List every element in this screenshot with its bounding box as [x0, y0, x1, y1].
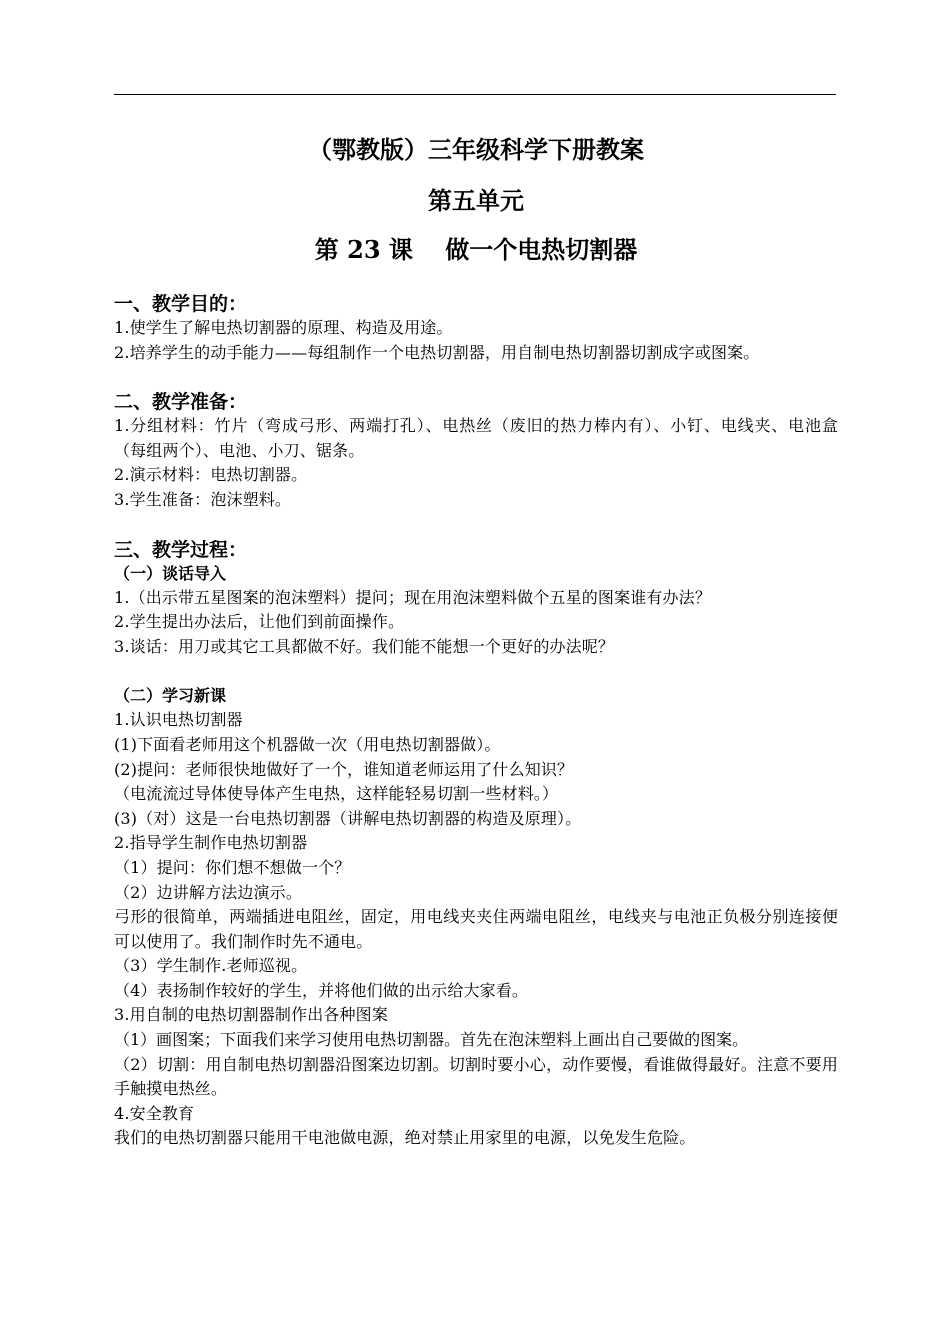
section-heading: 一、教学目的：	[114, 293, 248, 315]
paragraph: （2）切割：用自制电热切割器沿图案边切割。切割时要小心，动作要慢，看谁做得最好。注意不要用手触摸电热丝。	[114, 1054, 838, 1099]
paragraph: 2.学生提出办法后，让他们到前面操作。	[114, 612, 405, 632]
paragraph: (2)提问：老师很快地做好了一个，谁知道老师运用了什么知识？	[114, 759, 574, 779]
paragraph: 弓形的很简单，两端插进电阻丝，固定，用电线夹夹住两端电阻丝，电线夹与电池正负极分别连接便可以使用了。我们制作时先不通电。	[114, 907, 838, 951]
paragraph: （电流流过导体使导体产生电热，这样能轻易切割一些材料。）	[114, 784, 559, 804]
paragraph: (1)下面看老师用这个机器做一次（用电热切割器做）。	[114, 734, 501, 754]
subsection-new-lesson	[114, 684, 838, 1151]
section-heading: 三、教学过程：	[114, 538, 248, 561]
subsection-heading: （二）学习新课	[114, 686, 227, 706]
paragraph: 2.指导学生制作电热切割器	[114, 833, 308, 853]
paragraph: 3.用自制的电热切割器制作出各种图案	[114, 1005, 388, 1025]
paragraph: 2.演示材料：电热切割器。	[114, 465, 308, 485]
section-preparation	[114, 390, 838, 512]
paragraph: 4.安全教育	[114, 1103, 195, 1123]
document-title: （鄂教版）三年级科学下册教案	[308, 135, 644, 164]
paragraph: 1.使学生了解电热切割器的原理、构造及用途。	[114, 318, 453, 337]
section-process	[114, 538, 838, 1151]
paragraph: （4）表扬制作较好的学生，并将他们做的出示给大家看。	[114, 980, 529, 1000]
section-objectives	[114, 292, 838, 365]
subsection-heading: （一）谈话导入	[114, 563, 227, 583]
paragraph: 1.（出示带五星图案的泡沫塑料）提问；现在用泡沫塑料做个五星的图案谁有办法？	[114, 587, 711, 607]
paragraph: 2.培养学生的动手能力——每组制作一个电热切割器，用自制电热切割器切割成字或图案。	[114, 342, 760, 362]
paragraph: 3.学生准备：泡沫塑料。	[114, 489, 292, 509]
paragraph: (3)（对）这是一台电热切割器（讲解电热切割器的构造及原理）。	[114, 808, 582, 828]
unit-title: 第五单元	[428, 186, 524, 215]
paragraph: 3.谈话：用刀或其它工具都做不好。我们能不能想一个更好的办法呢？	[114, 636, 615, 656]
paragraph: 1.认识电热切割器	[114, 710, 243, 730]
paragraph: （2）边讲解方法边演示。	[114, 882, 302, 902]
paragraph: 1.分组材料：竹片（弯成弓形、两端打孔）、电热丝（废旧的热力棒内有）、小钉、电线夹、电池盒（每组两个）、电池、小刀、锯条。	[114, 416, 838, 460]
document-body	[114, 128, 838, 1151]
paragraph: （1）画图案；下面我们来学习使用电热切割器。首先在泡沫塑料上画出自己要做的图案。	[114, 1030, 749, 1050]
paragraph: （1）提问：你们想不想做一个？	[114, 857, 351, 877]
paragraph: （3）学生制作.老师巡视。	[114, 956, 308, 976]
section-heading: 二、教学准备：	[114, 391, 248, 414]
paragraph: 我们的电热切割器只能用干电池做电源，绝对禁止用家里的电源，以免发生危险。	[114, 1128, 696, 1148]
lesson-title: 第 23 课 做一个电热切割器	[314, 235, 638, 264]
header-rule	[114, 94, 836, 95]
